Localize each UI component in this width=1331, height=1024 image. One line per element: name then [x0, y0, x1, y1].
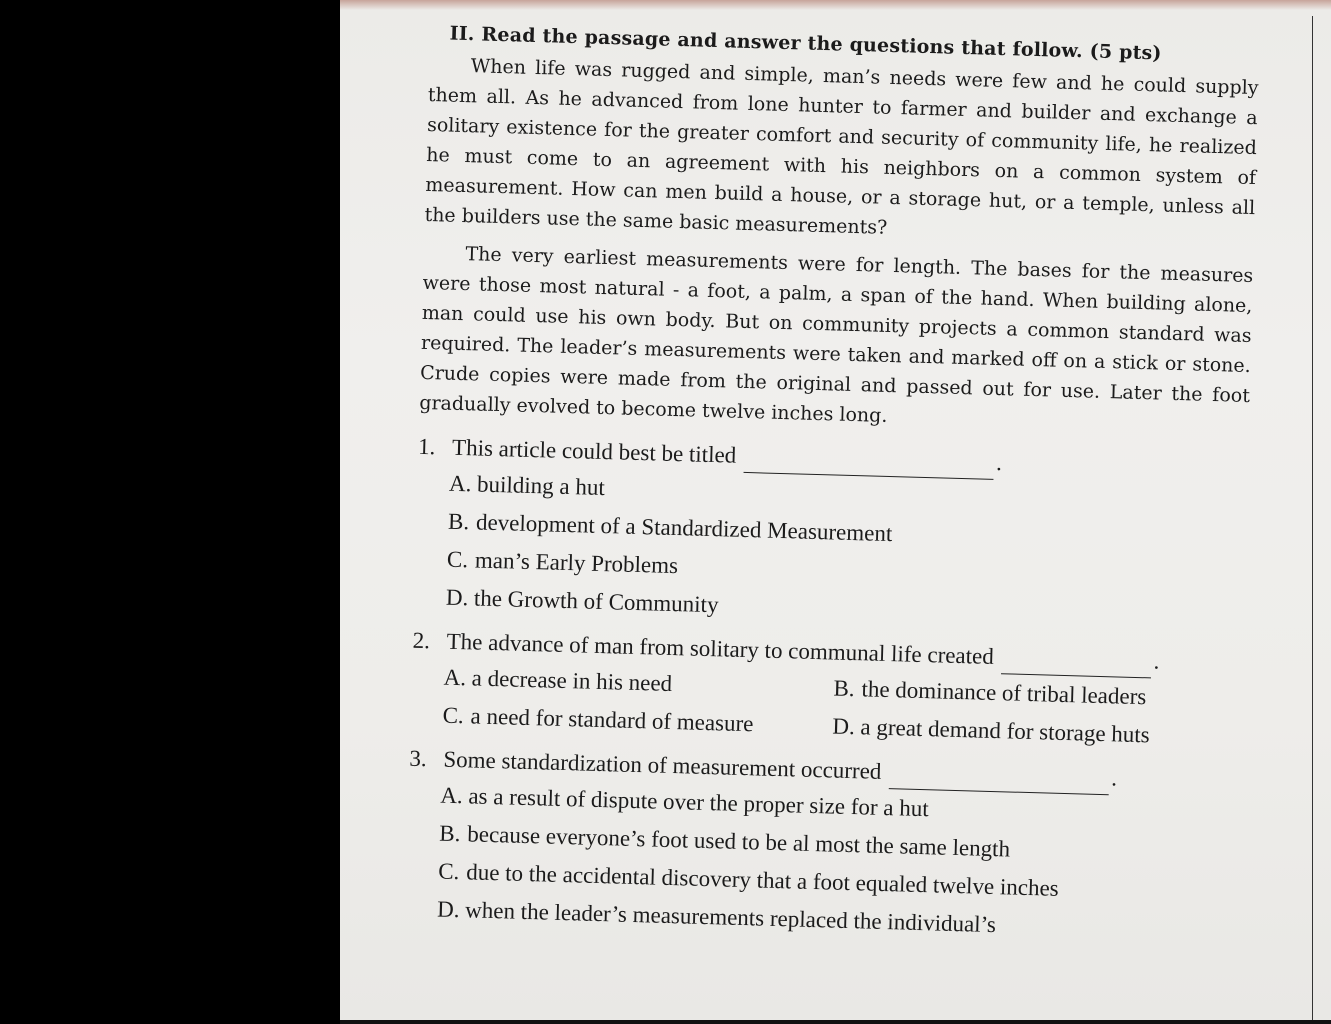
option-text: as a result of dispute over the proper size for a hut [468, 783, 930, 822]
option-text: development of a Standardized Measurement [475, 509, 893, 547]
option-letter: A. [448, 470, 472, 497]
question-text: This article could best be titled [451, 434, 737, 468]
option-letter: A. [440, 782, 464, 809]
option-text: a decrease in his need [471, 665, 673, 697]
option-letter: D. [436, 896, 460, 923]
question-1 [413, 430, 1248, 639]
option-text: due to the accidental discovery that a foot equaled twelve inches [465, 859, 1060, 901]
option-text: when the leader’s measurements replaced the individual’s [464, 897, 997, 938]
option-letter: C. [437, 858, 460, 885]
option-list [445, 465, 1247, 639]
question-number: 2. [412, 627, 431, 654]
option-letter: D. [832, 713, 856, 740]
bottom-edge [340, 1020, 1331, 1024]
option-letter: C. [442, 702, 465, 729]
question-end: . [1153, 648, 1160, 674]
question-text: The advance of man from solitary to communal life created [446, 628, 995, 669]
option-text: a great demand for storage huts [860, 714, 1151, 748]
option-text: a need for standard of measure [470, 703, 754, 737]
margin-line [1312, 16, 1313, 1020]
option-letter: A. [443, 664, 467, 691]
worksheet-content [404, 22, 1259, 959]
option-text: the dominance of tribal leaders [861, 676, 1147, 710]
option-letter: D. [445, 584, 469, 611]
option-letter: B. [447, 508, 470, 535]
question-3 [405, 742, 1240, 951]
option-text: because everyone’s foot used to be al most the same length [466, 821, 1011, 862]
question-2 [410, 624, 1243, 757]
dark-background [0, 0, 340, 1024]
option-text: building a hut [476, 471, 606, 501]
option-letter: B. [833, 675, 855, 702]
passage-paragraph-1: When life was rugged and simple, man’s needs were few and he could supply them all. As he advanced from lone hunter to farmer and builder and exchange a solitary existence for the greater comfort and security of community life, he realized he must come to an agreement with his neighbors on a common system of measurement. How can men build a house, or a storage hut, or a temple, unless all the builders use the same basic measurements? [424, 55, 1259, 239]
section-title: II. Read the passage and answer the questions that follow. (5 pts) [449, 22, 1162, 65]
option-letter: B. [439, 820, 461, 847]
question-list [405, 430, 1249, 951]
question-number: 1. [417, 433, 436, 460]
question-text: Some standardization of measurement occurred [443, 746, 882, 784]
option-letter: C. [446, 546, 469, 573]
question-number: 3. [409, 745, 428, 772]
option-text: man’s Early Problems [474, 547, 679, 579]
question-end: . [1110, 765, 1118, 791]
passage-paragraph-2: The very earliest measurements were for length. The bases for the measures were those most natural - a foot, a palm, a span of the hand. When building alone, man could use his own body. But on community projects a common standard was required. The leader’s measurements were taken and marked off on a stick or stone. Crude copies were made from the original and passed out for use. Later the foot gradually evolved to become twelve inches long. [419, 243, 1254, 427]
option-list [437, 777, 1239, 951]
question-end: . [995, 449, 1003, 476]
worksheet-page [340, 0, 1331, 1020]
option-text: the Growth of Community [473, 585, 719, 618]
